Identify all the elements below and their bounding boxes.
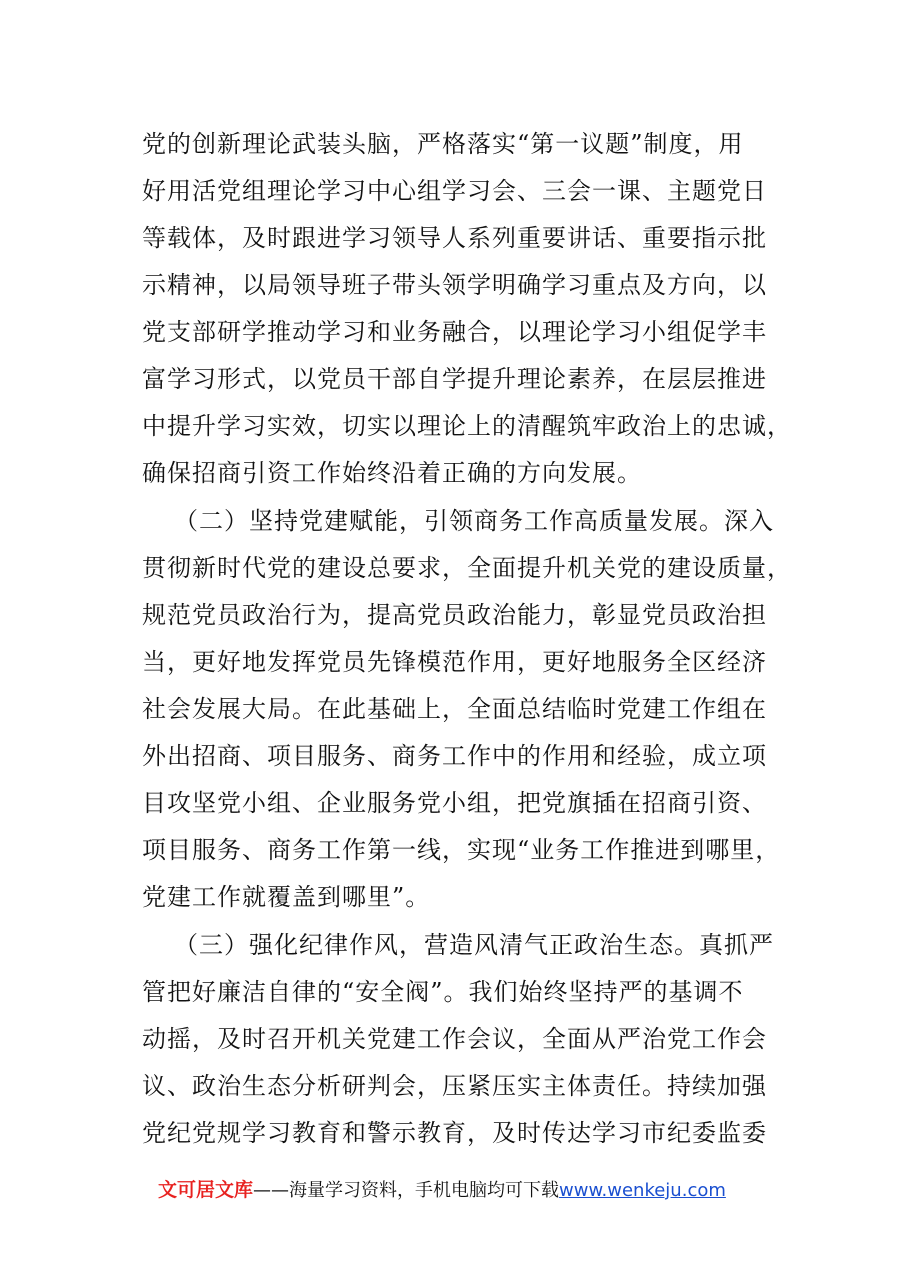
- text-line: 好用活党组理论学习中心组学习会、三会一课、主题党日: [142, 177, 767, 205]
- text-line: 议、政治生态分析研判会，压紧压实主体责任。持续加强: [142, 1072, 767, 1100]
- text-line: 动摇，及时召开机关党建工作会议，全面从严治党工作会: [142, 1025, 767, 1053]
- text-line: 目攻坚党小组、企业服务党小组，把党旗插在招商引资、: [142, 789, 767, 817]
- text-line: 示精神，以局领导班子带头领学明确学习重点及方向，以: [142, 271, 767, 299]
- text-line: 党支部研学推动学习和业务融合，以理论学习小组促学丰: [142, 318, 767, 346]
- text-line: 富学习形式，以党员干部自学提升理论素养，在层层推进: [142, 365, 767, 393]
- text-line: 中提升学习实效，切实以理论上的清醒筑牢政治上的忠诚，: [142, 412, 792, 440]
- text-line: 外出招商、项目服务、商务工作中的作用和经验，成立项: [142, 742, 767, 770]
- text-line: 党的创新理论武装头脑，严格落实“第一议题”制度，用: [142, 130, 744, 158]
- footer-brand: 文可居文库: [158, 1179, 254, 1201]
- paragraph-heading-2: （二）坚持党建赋能，引领商务工作高质量发展。深入: [174, 507, 774, 535]
- text-line: 社会发展大局。在此基础上，全面总结临时党建工作组在: [142, 695, 767, 723]
- text-line: 当，更好地发挥党员先锋模范作用，更好地服务全区经济: [142, 648, 767, 676]
- text-line: 党纪党规学习教育和警示教育，及时传达学习市纪委监委: [142, 1119, 767, 1147]
- footer-website-link[interactable]: www.wenkeju.com: [559, 1180, 726, 1201]
- text-line: 贯彻新时代党的建设总要求，全面提升机关党的建设质量，: [142, 554, 792, 582]
- text-line: 管把好廉洁自律的“安全阀”。我们始终坚持严的基调不: [142, 978, 744, 1006]
- text-line: 规范党员政治行为，提高党员政治能力，彰显党员政治担: [142, 601, 767, 629]
- footer-banner: [158, 1172, 726, 1208]
- footer-tagline: ——海量学习资料，手机电脑均可下载: [253, 1180, 560, 1201]
- text-line: 等载体，及时跟进学习领导人系列重要讲话、重要指示批: [142, 224, 767, 252]
- text-line: 项目服务、商务工作第一线，实现“业务工作推进到哪里，: [142, 836, 781, 864]
- text-line: 确保招商引资工作始终沿着正确的方向发展。: [142, 459, 642, 487]
- paragraph-heading-3: （三）强化纪律作风，营造风清气正政治生态。真抓严: [174, 931, 774, 959]
- text-line: 党建工作就覆盖到哪里”。: [142, 883, 431, 911]
